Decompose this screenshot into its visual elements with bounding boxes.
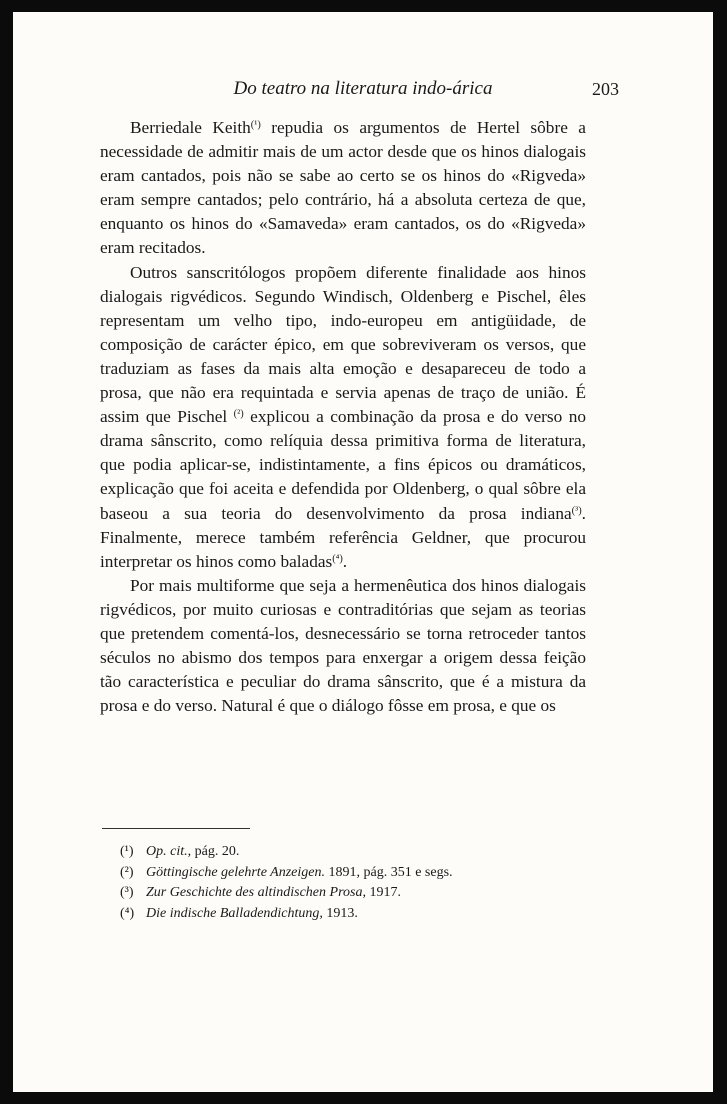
footnote-ref-1: (¹) [250, 119, 261, 131]
paragraph-1 [100, 116, 586, 261]
running-header [103, 75, 623, 105]
book-page [13, 12, 713, 1092]
text-run: . [342, 551, 348, 571]
text-run: . Finalmente, merece também referência Geldner, que procurou interpretar os hinos como baladas [100, 503, 586, 571]
running-title: Do teatro na literatura indo-árica [233, 78, 493, 99]
footnote-work: Die indische Balladendichtung, [146, 905, 323, 921]
footnotes [120, 842, 560, 924]
footnote-1 [120, 842, 560, 863]
footnote-2 [120, 863, 560, 884]
footnote-work: Göttingische gelehrte Anzeigen. [146, 864, 325, 880]
text-run: Outros sanscritólogos propõem diferente finalidade aos hinos dialogais rigvédicos. Segundo Windisch, Oldenberg e Pischel, êles representam um velho tipo, indo-europeu em antigüidade, de composição de carácter épico, em que sobreviveram os versos, que traduziam as fases da mais alta emoção e desapareceu de todo a prosa, que não era requintada e servia apenas de traço de união. É assim que Pischel [100, 262, 586, 427]
footnote-detail: 1913. [322, 905, 358, 921]
paragraph-3 [100, 574, 586, 719]
footnote-3 [120, 883, 560, 904]
footnote-marker: (¹) [120, 844, 134, 859]
footnote-detail: 1891, pág. 351 e segs. [324, 864, 453, 880]
body-text [100, 116, 586, 718]
footnote-4 [120, 904, 560, 925]
footnote-work: Op. cit. [146, 844, 188, 859]
footnote-marker: (⁴) [120, 905, 135, 921]
footnote-detail: , pág. 20. [187, 844, 240, 859]
footnote-ref-2: (²) [233, 408, 244, 420]
text-run: repudia os argumentos de Hertel sôbre a necessidade de admitir mais de um actor desde que os hinos dialogais eram cantados, pois não se sabe ao certo se os hinos do «Rigveda» eram sempre cantados; pelo contrário, há a absoluta certeza de que, enquanto os hinos do «Samaveda» eram cantados, os do «Rigveda» eram recitados. [100, 118, 586, 258]
footnote-marker: (³) [120, 885, 134, 900]
text-run: explicou a combinação da prosa e do verso no drama sânscrito, como relíquia dessa primitiva forma de literatura, que podia aplicar-se, indistintamente, a fins épicos ou dramáticos, explicação que foi aceita e defendida por Oldenberg, o qual sôbre ela baseou a sua teoria do desenvolvimento da prosa indiana [100, 407, 586, 523]
footnote-work: Zur Geschichte des altindischen Prosa, [146, 885, 366, 900]
paragraph-2 [100, 261, 586, 574]
footnote-divider [102, 828, 250, 829]
footnote-marker: (²) [120, 864, 134, 880]
footnote-ref-3: (³) [571, 504, 582, 516]
text-run: Por mais multiforme que seja a hermenêutica dos hinos dialogais rigvédicos, por muito curiosas e contraditórias que sejam as teorias que pretendem comentá-los, desnecessário se torna retroceder tantos séculos no abismo dos tempos para enxergar a origem dessa feição tão característica e peculiar do drama sânscrito, que é a mistura da prosa e do verso. Natural é que o diálogo fôsse em prosa, e que os [100, 575, 586, 716]
page-number: 203 [592, 79, 619, 99]
footnote-detail: 1917. [365, 885, 401, 900]
text-run: Berriedale Keith [130, 118, 251, 137]
footnote-ref-4: (⁴) [332, 552, 343, 564]
